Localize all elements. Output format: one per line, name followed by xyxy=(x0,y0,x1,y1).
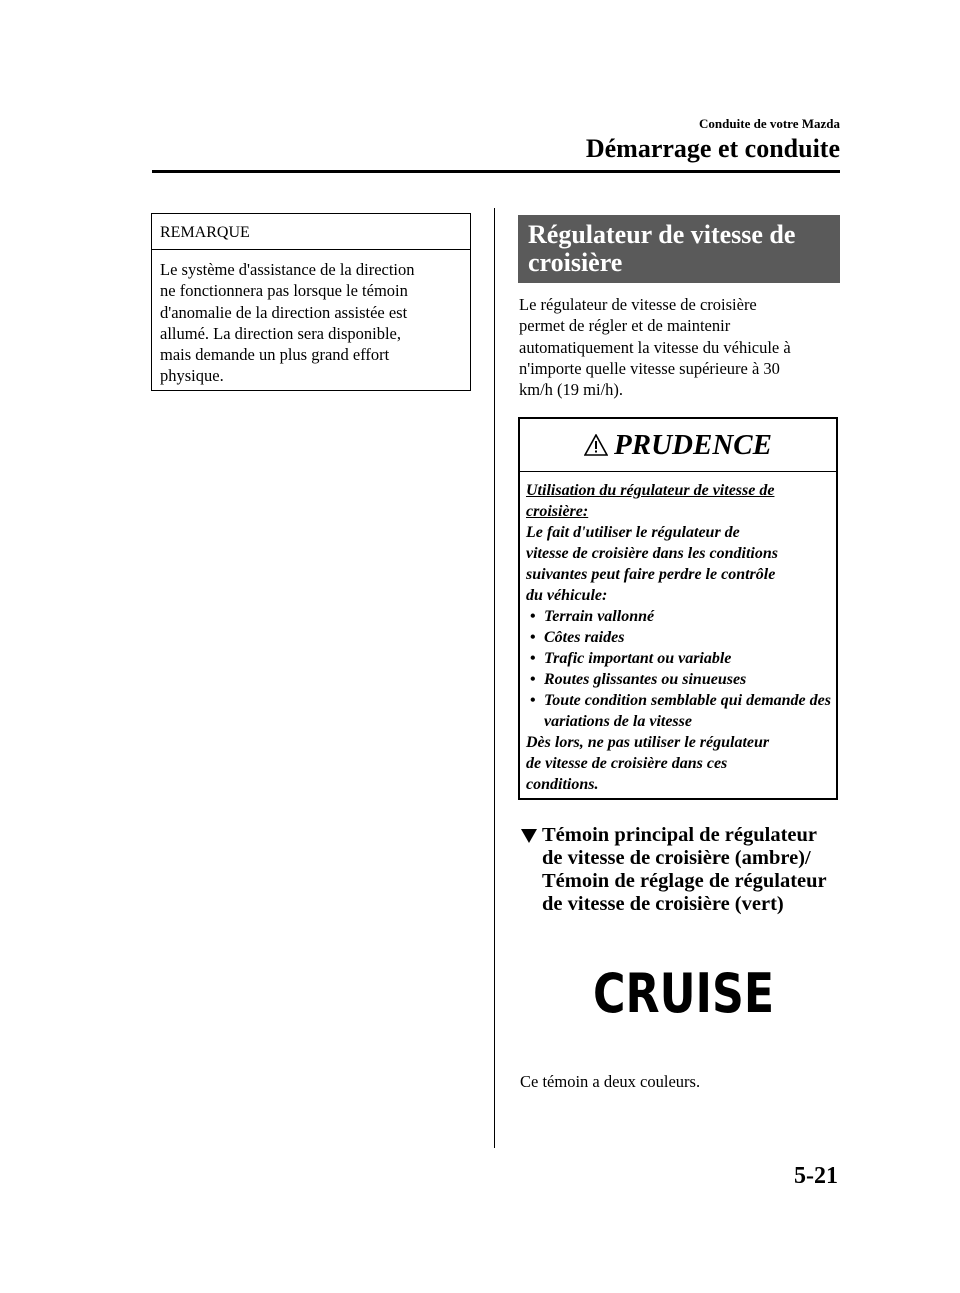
intro-line: Le régulateur de vitesse de croisière xyxy=(519,295,757,314)
note-line: d'anomalie de la direction assistée est xyxy=(160,302,408,322)
cruise-indicator-label: CRUISE xyxy=(593,962,775,1025)
heading-line: de vitesse de croisière (vert) xyxy=(542,893,784,915)
header-rule xyxy=(152,170,840,173)
note-line: physique. xyxy=(160,366,224,386)
heading-line: de vitesse de croisière (ambre)/ xyxy=(542,847,811,869)
bullet-dot-icon: • xyxy=(530,692,536,709)
warning-icon xyxy=(584,434,608,456)
bullet-dot-icon: • xyxy=(530,671,536,688)
closing-line: de vitesse de croisière dans ces xyxy=(526,755,728,772)
caution-header xyxy=(520,419,836,472)
lead-line: du véhicule: xyxy=(526,587,608,604)
bullet-text: Routes glissantes ou sinueuses xyxy=(544,671,747,688)
note-box xyxy=(151,213,471,391)
bullet-dot-icon: • xyxy=(530,608,536,625)
lead-line: vitesse de croisière dans les conditions xyxy=(526,545,778,562)
bullet-text: Côtes raides xyxy=(544,629,625,646)
bullet-dot-icon: • xyxy=(530,650,536,667)
caution-subtitle xyxy=(526,480,836,522)
bullet-item xyxy=(526,669,836,690)
note-line: Le système d'assistance de la direction xyxy=(160,260,415,279)
caution-box xyxy=(518,417,838,800)
bullet-item xyxy=(526,648,836,669)
subtitle-line: Utilisation du régulateur de vitesse de xyxy=(526,482,775,499)
intro-line: n'importe quelle vitesse supérieure à 30 xyxy=(519,358,780,378)
section-banner xyxy=(518,215,840,283)
bullet-item xyxy=(526,606,836,627)
intro-line: km/h (19 mi/h). xyxy=(519,380,624,400)
closing-line: Dès lors, ne pas utiliser le régulateur xyxy=(526,734,770,751)
chapter-title: Conduite de votre Mazda xyxy=(699,116,840,131)
note-line: allumé. La direction sera disponible, xyxy=(160,323,402,343)
lead-line: suivantes peut faire perdre le contrôle xyxy=(526,566,776,583)
bullet-item xyxy=(526,627,836,648)
intro-line: permet de régler et de maintenir xyxy=(519,316,731,336)
bullet-text: Toute condition semblable qui demande des variations de la vitesse xyxy=(544,692,831,730)
note-title: REMARQUE xyxy=(152,214,470,250)
note-line: mais demande un plus grand effort xyxy=(160,345,390,365)
lead-line: Le fait d'utiliser le régulateur de xyxy=(526,524,740,541)
note-body xyxy=(152,250,470,387)
indicator-heading xyxy=(520,824,840,916)
banner-line: Régulateur de vitesse de xyxy=(528,220,796,249)
intro-paragraph xyxy=(519,294,841,400)
bullet-dot-icon: • xyxy=(530,629,536,646)
down-triangle-icon xyxy=(520,828,538,844)
heading-line: Témoin principal de régulateur xyxy=(542,824,818,846)
banner-line: croisière xyxy=(528,248,623,277)
bullet-text: Terrain vallonné xyxy=(544,608,655,625)
bullet-text: Trafic important ou variable xyxy=(544,650,732,667)
indicator-caption: Ce témoin a deux couleurs. xyxy=(520,1072,701,1091)
subtitle-line: croisière: xyxy=(526,503,589,520)
column-divider xyxy=(494,208,495,1148)
bullet-item xyxy=(526,690,836,732)
note-line: ne fonctionnera pas lorsque le témoin xyxy=(160,281,408,301)
closing-line: conditions. xyxy=(526,776,599,793)
heading-line: Témoin de réglage de régulateur xyxy=(542,870,827,892)
caution-title: PRUDENCE xyxy=(614,428,772,461)
page-number: 5-21 xyxy=(794,1163,838,1189)
caution-body xyxy=(520,472,836,795)
intro-line: automatiquement la vitesse du véhicule à xyxy=(519,337,791,357)
section-title: Démarrage et conduite xyxy=(585,134,840,163)
